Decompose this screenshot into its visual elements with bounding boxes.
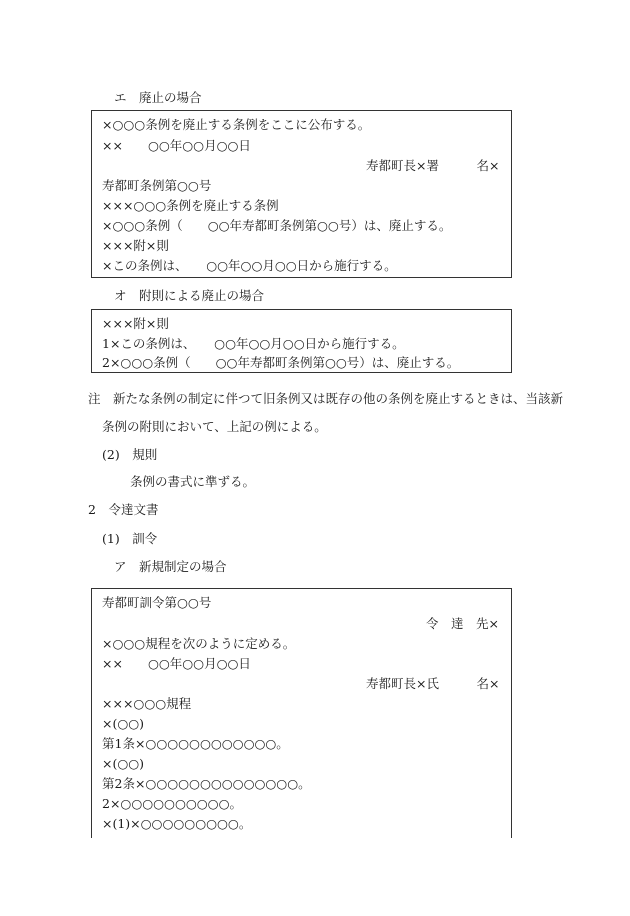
note-line-2: 条例の附則において、上記の例による。 [102, 419, 327, 434]
section-o-heading: オ 附則による廃止の場合 [114, 288, 265, 303]
note-line-1: 注 新たな条例の制定に伴つて旧条例又は既存の他の条例を廃止するときは、当該新 [88, 391, 564, 406]
instr-title-line: ×××○○○規程 [102, 696, 192, 711]
rules-body: 条例の書式に準ずる。 [130, 474, 256, 489]
e-body-line: ×○○○条例（ ○○年寿都町条例第○○号）は、廃止する。 [102, 218, 452, 233]
e-promulgation-line: ×○○○条例を廃止する条例をここに公布する。 [102, 117, 371, 132]
o-supplementary-heading: ×××附×則 [102, 316, 169, 331]
instr-number-line: 寿都町訓令第○○号 [102, 595, 212, 610]
instr-item-1: ×(1)×○○○○○○○○○。 [102, 816, 252, 831]
e-title-line: ×××○○○条例を廃止する条例 [102, 198, 279, 213]
instr-paragraph-2: 2×○○○○○○○○○○。 [102, 796, 242, 811]
instr-article-1: 第1条×○○○○○○○○○○○○。 [102, 736, 289, 751]
e-number-line: 寿都町条例第○○号 [102, 178, 212, 193]
instr-enact-line: ×○○○規程を次のように定める。 [102, 636, 296, 651]
section-e-heading: エ 廃止の場合 [114, 90, 202, 105]
instr-article-2: 第2条×○○○○○○○○○○○○○○。 [102, 776, 311, 791]
rules-heading: (2) 規則 [102, 447, 158, 462]
section-2-sub-a: ア 新規制定の場合 [114, 559, 227, 574]
section-2-heading: 2 令達文書 [88, 502, 159, 517]
instr-caption-2: ×(○○) [102, 756, 145, 771]
e-date-line: ×× ○○年○○月○○日 [102, 138, 251, 153]
instr-date-line: ×× ○○年○○月○○日 [102, 656, 251, 671]
o-item-1: 1×この条例は、 ○○年○○月○○日から施行する。 [102, 336, 405, 351]
instr-recipient-line: 令 達 先× [426, 616, 499, 631]
e-signer-line: 寿都町長×署 名× [366, 158, 500, 173]
e-supplementary-heading: ×××附×則 [102, 238, 169, 253]
instr-caption-1: ×(○○) [102, 716, 145, 731]
o-item-2: 2×○○○条例（ ○○年寿都町条例第○○号）は、廃止する。 [102, 355, 460, 370]
e-supplementary-body: ×この条例は、 ○○年○○月○○日から施行する。 [102, 258, 397, 273]
instr-signer-line: 寿都町長×氏 名× [366, 676, 500, 691]
section-2-sub-1: (1) 訓令 [102, 531, 158, 546]
